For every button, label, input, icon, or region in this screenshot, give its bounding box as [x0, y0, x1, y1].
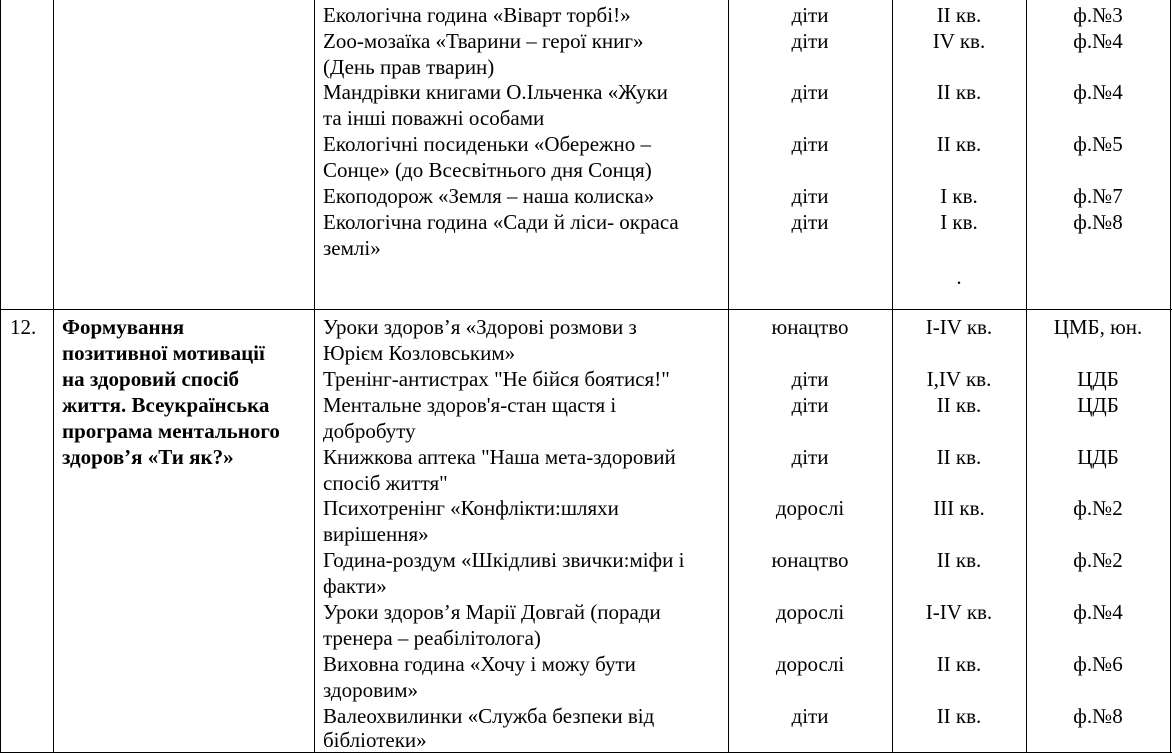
- period-cell: IV кв.: [932, 29, 986, 53]
- audience-cell: діти: [791, 393, 829, 417]
- audience-cell: дорослі: [775, 600, 845, 624]
- period-cell: ІІ кв.: [936, 3, 982, 27]
- period-cell: ІІІ кв.: [933, 496, 985, 520]
- period-cell: ІІ кв.: [936, 80, 982, 104]
- topic-line: позитивної мотивації: [62, 341, 265, 365]
- event-title-continued: добробуту: [323, 419, 416, 443]
- audience-cell: діти: [791, 704, 829, 728]
- audience-cell: діти: [791, 367, 829, 391]
- period-cell: І кв.: [940, 210, 978, 234]
- audience-cell: діти: [791, 445, 829, 469]
- place-cell: ф.№8: [1073, 704, 1123, 728]
- place-cell: ф.№4: [1073, 600, 1123, 624]
- place-cell: ф.№7: [1073, 184, 1123, 208]
- event-title-continued: бібліотеки»: [323, 728, 427, 752]
- table-border-right: [1170, 0, 1171, 753]
- period-cell: ІІ кв.: [936, 548, 982, 572]
- place-cell: ф.№3: [1073, 3, 1123, 27]
- place-cell: ф.№2: [1073, 496, 1123, 520]
- table-border-left: [0, 0, 1, 753]
- topic-line: на здоровий спосіб: [62, 367, 240, 391]
- event-title-continued: Сонце» (до Всесвітнього дня Сонця): [323, 158, 652, 182]
- topic-line: здоров’я «Ти як?»: [62, 445, 234, 469]
- event-title-continued: землі»: [323, 236, 381, 260]
- event-title: Психотренінг «Конфлікти:шляхи: [323, 496, 619, 520]
- audience-cell: юнацтво: [771, 315, 849, 339]
- event-title-continued: (День прав тварин): [323, 55, 495, 79]
- period-cell: І,ІV кв.: [926, 367, 992, 391]
- place-cell: ЦДБ: [1077, 367, 1119, 391]
- topic-line: Формування: [62, 315, 185, 339]
- event-title: Година-роздум «Шкідливі звички:міфи і: [323, 548, 685, 572]
- event-title: Мандрівки книгами О.Ільченка «Жуки: [323, 80, 668, 104]
- event-title-continued: здоровим»: [323, 678, 419, 702]
- event-title: Ментальне здоров'я-стан щастя і: [323, 393, 617, 417]
- audience-cell: дорослі: [775, 652, 845, 676]
- period-cell: ІІ кв.: [936, 445, 982, 469]
- stray-dot: .: [956, 265, 962, 289]
- event-title-continued: спосіб життя": [323, 471, 448, 495]
- place-cell: ф.№6: [1073, 652, 1123, 676]
- event-title: Уроки здоров’я Марії Довгай (поради: [323, 600, 661, 624]
- audience-cell: діти: [791, 29, 829, 53]
- audience-cell: діти: [791, 3, 829, 27]
- place-cell: ф.№2: [1073, 548, 1123, 572]
- event-title-continued: тренера – реабілітолога): [323, 626, 541, 650]
- row-divider: [0, 309, 1172, 310]
- audience-cell: діти: [791, 80, 829, 104]
- row-number: 12.: [10, 315, 37, 339]
- place-cell: ЦМБ, юн.: [1053, 315, 1143, 339]
- place-cell: ф.№4: [1073, 80, 1123, 104]
- period-cell: І-ІV кв.: [925, 600, 993, 624]
- event-title: Книжкова аптека "Наша мета-здоровий: [323, 445, 676, 469]
- audience-cell: діти: [791, 132, 829, 156]
- audience-cell: діти: [791, 210, 829, 234]
- event-title: Екологічна година «Сади й ліси- окраса: [323, 210, 679, 234]
- event-title: Виховна година «Хочу і можу бути: [323, 652, 636, 676]
- event-title-continued: вирішення»: [323, 522, 429, 546]
- audience-cell: юнацтво: [771, 548, 849, 572]
- event-title: Уроки здоров’я «Здорові розмови з: [323, 315, 637, 339]
- event-title: Тренінг-антистрах "Не бійся боятися!": [323, 367, 670, 391]
- period-cell: І-ІV кв.: [925, 315, 993, 339]
- column-divider: [314, 0, 315, 753]
- event-title: Екологічні посиденьки «Обережно –: [323, 132, 652, 156]
- place-cell: ф.№4: [1073, 29, 1123, 53]
- period-cell: ІІ кв.: [936, 704, 982, 728]
- period-cell: ІІ кв.: [936, 393, 982, 417]
- place-cell: ЦДБ: [1077, 445, 1119, 469]
- audience-cell: дорослі: [775, 496, 845, 520]
- place-cell: ЦДБ: [1077, 393, 1119, 417]
- event-title: Валеохвилинки «Служба безпеки від: [323, 704, 655, 728]
- event-title-continued: та інші поважні особами: [323, 106, 545, 130]
- place-cell: ф.№8: [1073, 210, 1123, 234]
- place-cell: ф.№5: [1073, 132, 1123, 156]
- column-divider: [53, 0, 54, 753]
- event-title: Zoo-мозаїка «Тварини – герої книг»: [323, 29, 644, 53]
- audience-cell: діти: [791, 184, 829, 208]
- period-cell: І кв.: [940, 184, 978, 208]
- event-title: Екоподорож «Земля – наша колиска»: [323, 184, 655, 208]
- event-title-continued: Юрієм Козловським»: [323, 341, 516, 365]
- period-cell: ІІ кв.: [936, 132, 982, 156]
- event-title: Екологічна година «Віварт торбі!»: [323, 3, 631, 27]
- event-title-continued: факти»: [323, 574, 387, 598]
- topic-line: програма ментального: [62, 419, 280, 443]
- period-cell: ІІ кв.: [936, 652, 982, 676]
- topic-line: життя. Всеукраїнська: [62, 393, 270, 417]
